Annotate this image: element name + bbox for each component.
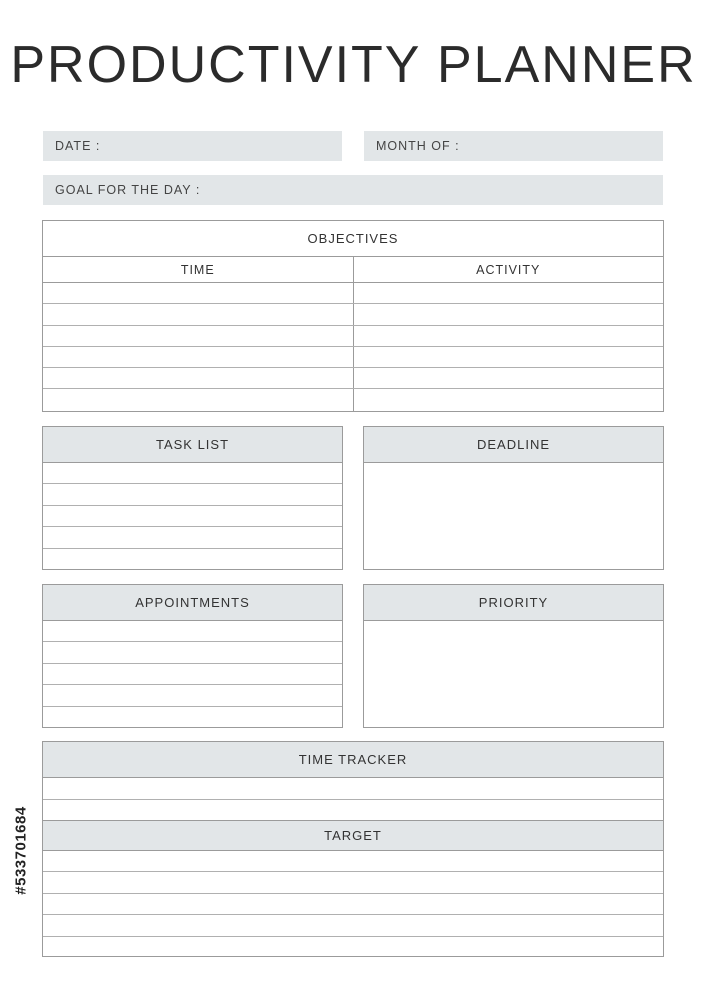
target-row[interactable] (43, 872, 663, 893)
target-row[interactable] (43, 937, 663, 958)
time-tracker-section (42, 741, 664, 957)
date-field[interactable] (43, 131, 342, 161)
month-field[interactable] (364, 131, 663, 161)
month-label: MONTH OF : (376, 139, 460, 153)
appointments-header: APPOINTMENTS (43, 585, 342, 621)
task-list-header: TASK LIST (43, 427, 342, 463)
task-list-row[interactable] (43, 506, 342, 527)
objectives-row[interactable] (43, 283, 663, 304)
task-list-row[interactable] (43, 549, 342, 570)
deadline-header: DEADLINE (364, 427, 663, 463)
appointments-row[interactable] (43, 664, 342, 685)
priority-header: PRIORITY (364, 585, 663, 621)
priority-section (363, 584, 664, 728)
time-tracker-header: TIME TRACKER (43, 742, 663, 778)
date-label: DATE : (55, 139, 101, 153)
goal-field[interactable] (43, 175, 663, 205)
appointments-row[interactable] (43, 685, 342, 706)
time-tracker-row[interactable] (43, 778, 663, 800)
objectives-row[interactable] (43, 389, 663, 410)
task-list-row[interactable] (43, 463, 342, 484)
objectives-column-headers (43, 257, 663, 283)
time-column-header: TIME (43, 257, 354, 282)
objectives-row[interactable] (43, 347, 663, 368)
appointments-row[interactable] (43, 621, 342, 642)
stock-id-label (6, 765, 36, 935)
objectives-row[interactable] (43, 326, 663, 347)
objectives-header: OBJECTIVES (43, 221, 663, 257)
target-row[interactable] (43, 915, 663, 936)
activity-column-header: ACTIVITY (476, 263, 541, 277)
stock-id-text: #533701684 (12, 805, 30, 895)
task-list-row[interactable] (43, 527, 342, 548)
priority-area[interactable] (364, 621, 663, 727)
task-list-row[interactable] (43, 484, 342, 505)
deadline-section (363, 426, 664, 570)
appointments-section (42, 584, 343, 728)
objectives-row[interactable] (43, 368, 663, 389)
task-list-section (42, 426, 343, 570)
appointments-row[interactable] (43, 707, 342, 728)
target-row[interactable] (43, 851, 663, 872)
objectives-row[interactable] (43, 304, 663, 325)
page-title: PRODUCTIVITY PLANNER (10, 36, 697, 94)
time-tracker-row[interactable] (43, 800, 663, 822)
objectives-section (42, 220, 664, 412)
goal-label: GOAL FOR THE DAY : (55, 183, 201, 197)
deadline-area[interactable] (364, 463, 663, 569)
appointments-row[interactable] (43, 642, 342, 663)
target-row[interactable] (43, 894, 663, 915)
target-header: TARGET (43, 821, 663, 851)
